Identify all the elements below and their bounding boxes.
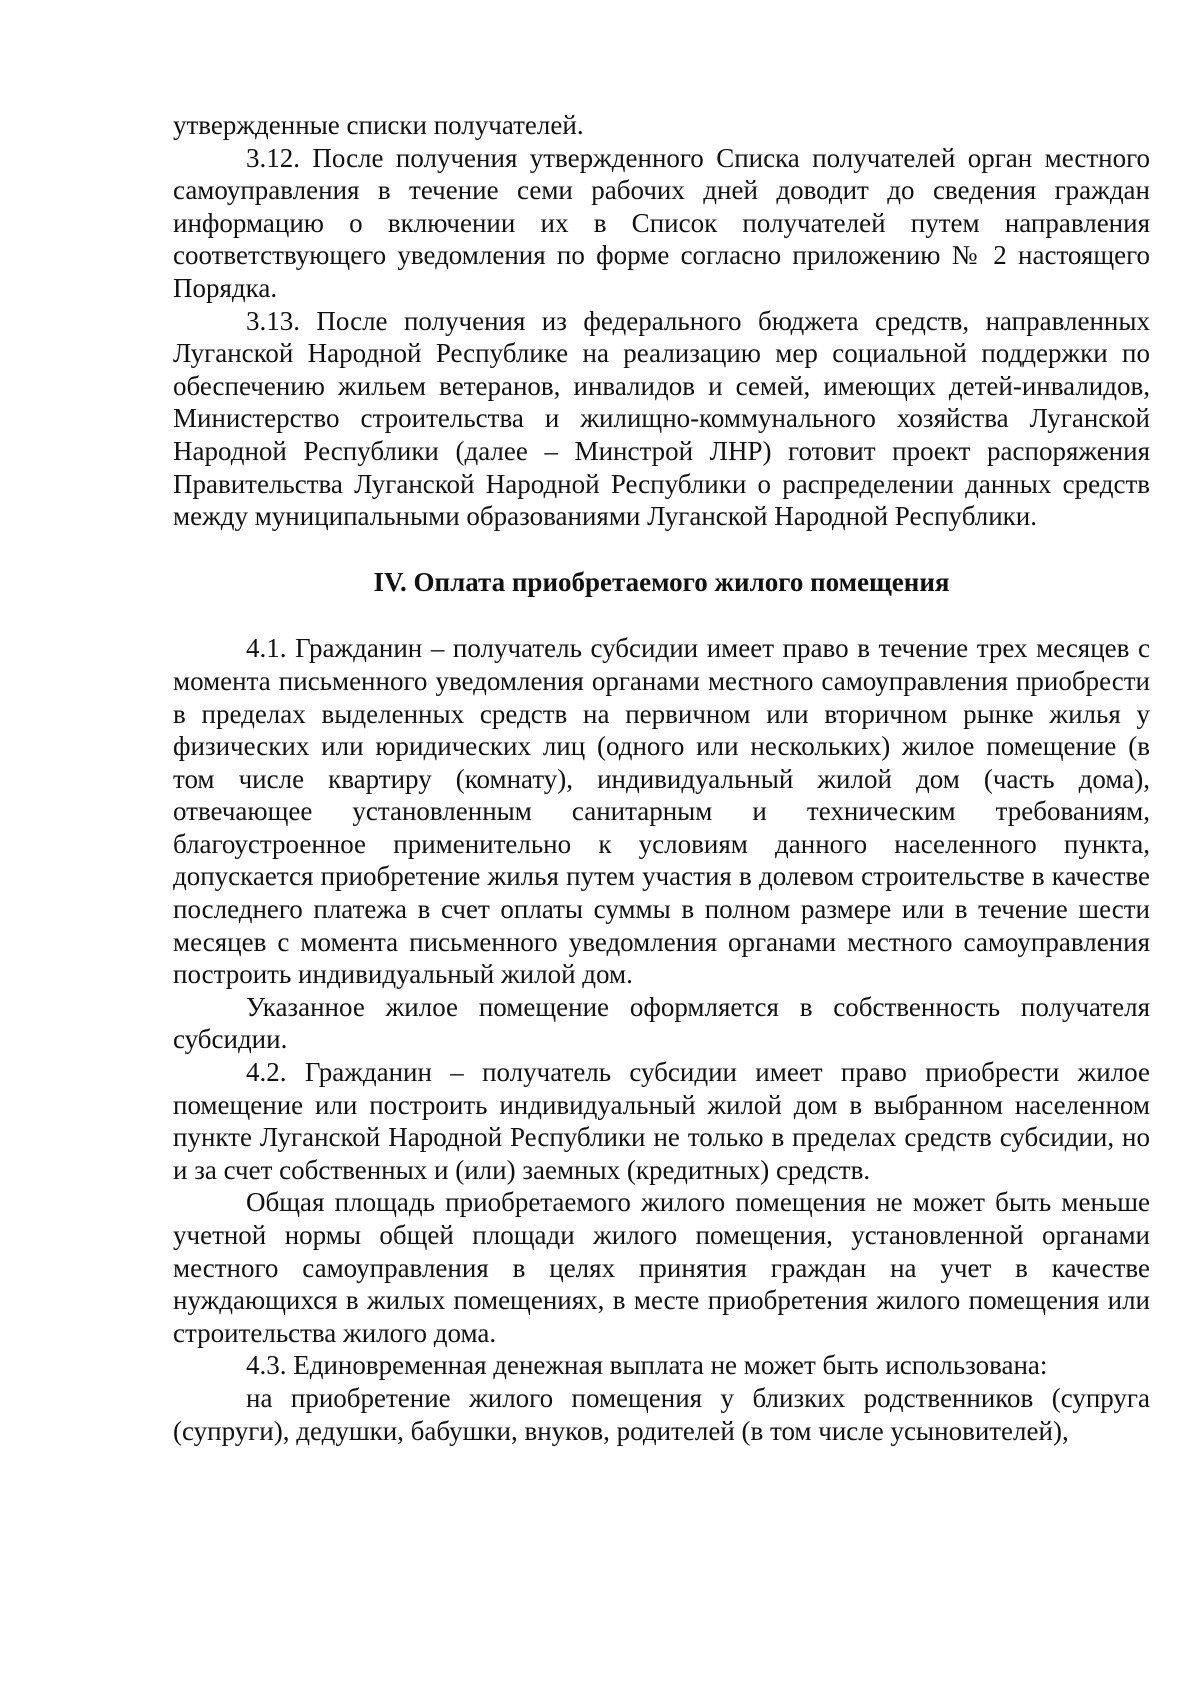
section-title: IV. Оплата приобретаемого жилого помещения — [373, 566, 950, 597]
document-page — [173, 109, 1150, 1447]
paragraph-ownership: Указанное жилое помещение оформляется в собственность получателя субсидии. — [173, 991, 1150, 1055]
paragraph-total-area: Общая площадь приобретаемого жилого помещения не может быть меньше учетной нормы общей площади жилого помещения, установленной органами местного самоуправления в целях принятия граждан на учет в качестве нуждающихся в жилых помещениях, в месте приобретения жилого помещения или строительства жилого дома. — [173, 1187, 1150, 1348]
paragraph-4-2: 4.2. Гражданин – получатель субсидии имеет право приобрести жилое помещение или построить индивидуальный жилой дом в выбранном населенном пункте Луганской Народной Республики не только в пределах средств субсидии, но и за счет собственных и (или) заемных (кредитных) средств. — [173, 1057, 1150, 1185]
paragraph-4-3: 4.3. Единовременная денежная выплата не может быть использована: — [246, 1350, 1048, 1381]
paragraph-3-13: 3.13. После получения из федерального бюджета средств, направленных Луганской Народной Республике на реализацию мер социальной поддержки по обеспечению жильем ветеранов, инвалидов и семей, имеющих детей-инвалидов, Министерство строительства и жилищно-коммунального хозяйства Луганской Народной Республики (далее – Минстрой ЛНР) готовит проект распоряжения Правительства Луганской Народной Республики о распределении данных средств между муниципальными образованиями Луганской Народной Республики. — [173, 305, 1150, 532]
paragraph-3-12: 3.12. После получения утвержденного Списка получателей орган местного самоуправления в течение семи рабочих дней доводит до сведения граждан информацию о включении их в Список получателей путем направления соответствующего уведомления по форме согласно приложению № 2 настоящего Порядка. — [173, 142, 1150, 303]
paragraph-4-1: 4.1. Гражданин – получатель субсидии имеет право в течение трех месяцев с момента письменного уведомления органами местного самоуправления приобрести в пределах выделенных средств на первичном или вторичном рынке жилья у физических или юридических лиц (одного или нескольких) жилое помещение (в том числе квартиру (комнату), индивидуальный жилой дом (часть дома), отвечающее установленным санитарным и техническим требованиям, благоустроенное применительно к условиям данного населенного пункта, допускается приобретение жилья путем участия в долевом строительстве в качестве последнего платежа в счет оплаты суммы в полном размере или в течение шести месяцев с момента письменного уведомления органами местного самоуправления построить индивидуальный жилой дом. — [173, 633, 1150, 990]
paragraph-continuation: утвержденные списки получателей. — [173, 110, 584, 140]
paragraph-relatives: на приобретение жилого помещения у близких родственников (супруга (супруги), дедушки, бабушки, внуков, родителей (в том числе усыновителей), — [173, 1382, 1150, 1446]
